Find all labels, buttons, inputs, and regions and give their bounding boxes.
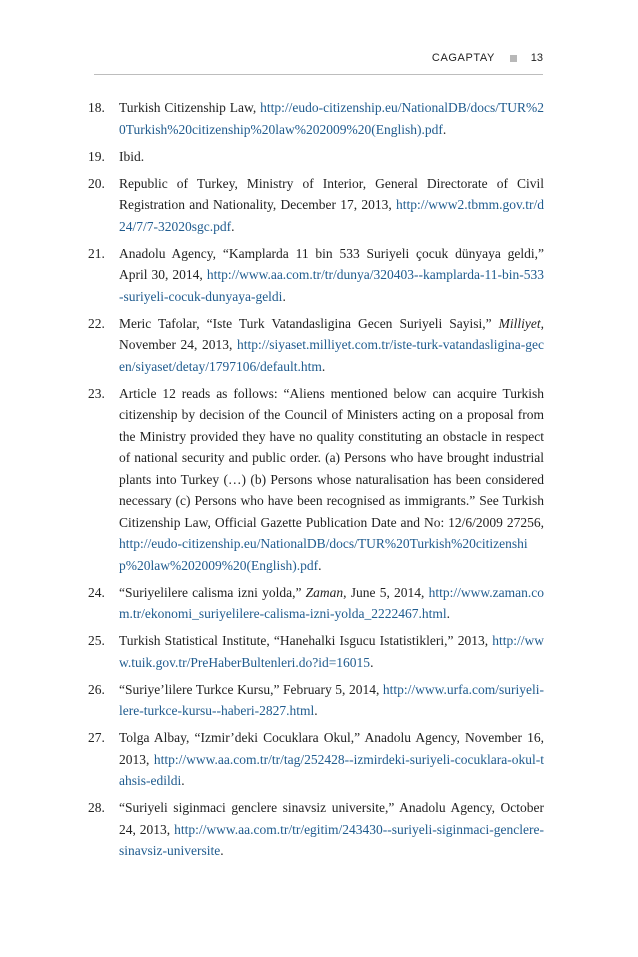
- endnote-28: [88, 797, 544, 862]
- endnote-19: [88, 146, 544, 168]
- note-number: 18.: [88, 100, 105, 115]
- note-end: .: [442, 121, 447, 137]
- note-link[interactable]: http://www2.tbmm.gov.tr/d24/7/7-32020sgc.pdf: [119, 197, 544, 234]
- note-link[interactable]: http://www.urfa.com/suriyeli-lere-turkce-kursu--haberi-2827.html: [119, 681, 544, 718]
- note-text: “Suriye’lilere Turkce Kursu,” February 5, 2014,: [119, 681, 383, 697]
- note-end: .: [370, 654, 374, 670]
- note-number: 25.: [88, 633, 105, 648]
- note-link[interactable]: http://eudo-citizenship.eu/NationalDB/docs/TUR%20Turkish%20citizenship%20law%202009%20(English).pdf: [119, 100, 544, 137]
- note-number: 22.: [88, 315, 105, 331]
- note-text-cont: , November 24, 2013,: [119, 315, 544, 352]
- note-text: Turkish Citizenship Law,: [119, 100, 261, 115]
- note-number: 20.: [88, 175, 105, 191]
- note-text: Article 12 reads as follows: “Aliens mentioned below can acquire Turkish citizenship by decision of the Council of Ministers acting on a proposal from the Ministry provided they have no quality constituting an obstacle in respect of national security and public order. (a) Persons who have brought industrial plants into Turkey (…) (b) Persons whose naturalisation has been considered necessary (c) Persons who have been recognised as immigrants.” See Turkish Citizenship Law, Official Gazette Publication Date and No: 12/6/2009 27256,: [119, 385, 544, 530]
- note-link[interactable]: http://eudo-citizenship.eu/NationalDB/docs/TUR%20Turkish%20citizenship%20law%202009%20(English).pdf: [119, 536, 528, 573]
- note-link[interactable]: http://siyaset.milliyet.com.tr/iste-turk-vatandasligina-gecen/siyaset/detay/1797106/default.htm: [119, 337, 544, 374]
- note-end: .: [282, 288, 286, 304]
- note-text-cont: , June 5, 2014,: [343, 584, 429, 600]
- note-end: .: [231, 218, 235, 234]
- endnote-22: [88, 313, 544, 378]
- note-number: 24.: [88, 584, 105, 600]
- note-end: .: [446, 606, 451, 621]
- publication-title: Milliyet: [498, 315, 541, 331]
- note-link[interactable]: http://www.tuik.gov.tr/PreHaberBultenleri.do?id=16015: [119, 633, 544, 670]
- endnote-26: [88, 679, 544, 722]
- note-number: 28.: [88, 800, 105, 815]
- note-text: Anadolu Agency, “Kamplarda 11 bin 533 Suriyeli çocuk dünyaya geldi,” April 30, 2014,: [119, 245, 544, 282]
- note-text: Tolga Albay, “Izmir’deki Cocuklara Okul,” Anadolu Agency, November 16, 2013,: [119, 730, 544, 767]
- note-end: .: [321, 358, 326, 374]
- note-text: Turkish Statistical Institute, “Hanehalki Isgucu Istatistikleri,” 2013,: [119, 633, 493, 648]
- endnote-23: [88, 383, 544, 577]
- note-end: .: [318, 557, 322, 573]
- note-link[interactable]: http://www.zaman.com.tr/ekonomi_suriyelilere-calisma-izni-yolda_2222467.html: [119, 584, 544, 621]
- endnote-25: [88, 630, 544, 673]
- publication-title: Zaman: [305, 584, 344, 600]
- note-text: “Suriyelilere calisma izni yolda,”: [119, 584, 306, 600]
- endnote-20: [88, 173, 544, 238]
- endnote-21: [88, 243, 544, 308]
- note-text: Republic of Turkey, Ministry of Interior, General Directorate of Civil Registration and Nationality, December 17, 2013,: [119, 175, 544, 212]
- note-number: 27.: [88, 730, 105, 745]
- note-link[interactable]: http://www.aa.com.tr/tr/tag/252428--izmirdeki-suriyeli-cocuklara-okul-tahsis-edildi: [119, 751, 544, 788]
- note-link[interactable]: http://www.aa.com.tr/tr/egitim/243430--suriyeli-siginmaci-genclere-sinavsiz-universite: [119, 821, 544, 858]
- endnote-27: [88, 727, 544, 792]
- page-number: 13: [530, 52, 543, 64]
- note-number: 26.: [88, 681, 105, 697]
- note-text: Meric Tafolar, “Iste Turk Vatandasligina Gecen Suriyeli Sayisi,”: [119, 315, 499, 331]
- note-text: Ibid.: [119, 148, 145, 164]
- note-end: .: [181, 773, 185, 788]
- running-head-author: CAGAPTAY: [431, 52, 495, 64]
- endnote-24: [88, 582, 544, 625]
- note-link[interactable]: http://www.aa.com.tr/tr/dunya/320403--kamplarda-11-bin-533-suriyeli-cocuk-dunyaya-geldi: [119, 267, 544, 304]
- note-end: .: [220, 843, 224, 858]
- note-text: “Suriyeli siginmaci genclere sinavsiz universite,” Anadolu Agency, October 24, 2013,: [119, 800, 544, 837]
- endnote-18: [88, 97, 544, 140]
- note-number: 19.: [88, 148, 105, 164]
- note-number: 23.: [88, 385, 105, 401]
- note-number: 21.: [88, 245, 105, 261]
- running-header: [94, 52, 543, 75]
- note-end: .: [314, 703, 318, 718]
- square-separator-icon: [510, 55, 517, 62]
- endnotes-list: [88, 97, 544, 867]
